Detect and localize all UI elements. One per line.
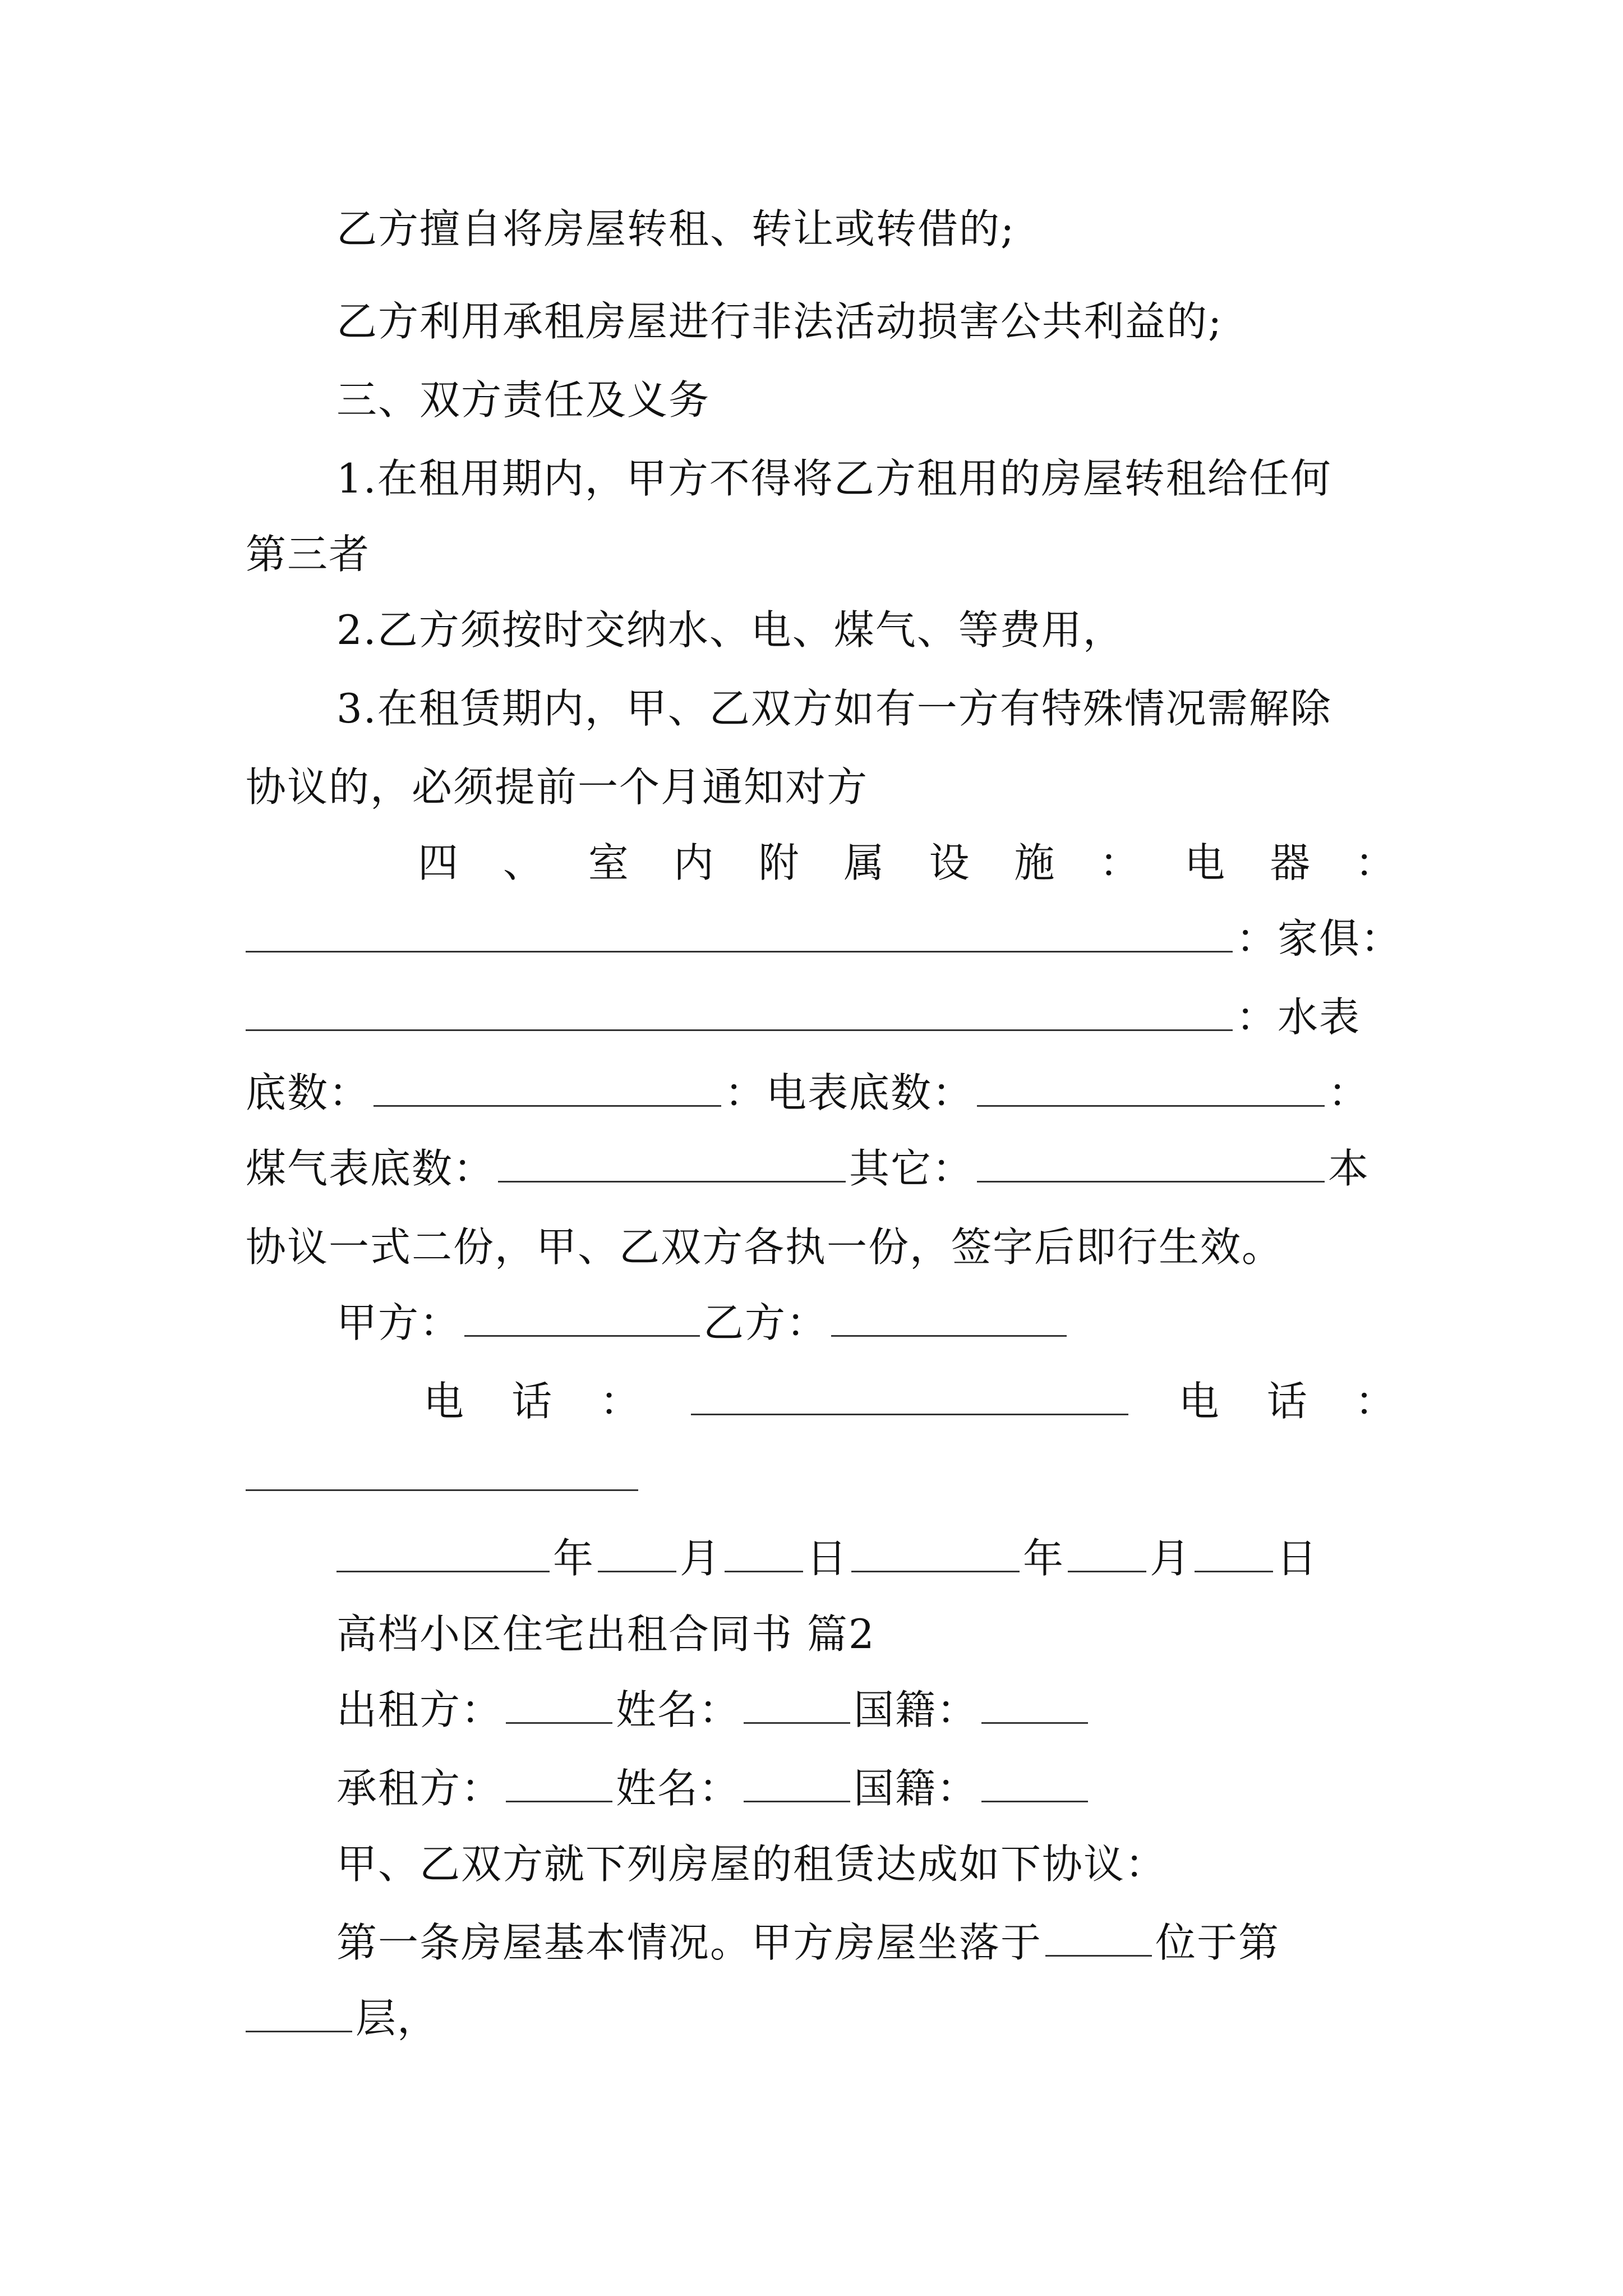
text-segment: 位于第 (1155, 1919, 1280, 1966)
text-line: 协议的，必须提前一个月通知对方 (246, 763, 869, 811)
blank-field (981, 1766, 1088, 1802)
date-line (336, 1531, 1390, 1585)
blank-field (1195, 1536, 1273, 1572)
justified-char: 话 (1266, 1378, 1308, 1425)
text-segment: 承租方： (336, 1765, 503, 1812)
party-line (336, 1683, 1390, 1737)
justified-char: 电 (423, 1378, 465, 1425)
blank-field (246, 1455, 638, 1491)
phone-line (423, 1374, 1396, 1428)
text-segment: 乙方： (703, 1299, 828, 1346)
date-year: 年 (553, 1535, 595, 1582)
section-heading: 三、双方责任及义务 (336, 376, 711, 424)
blank-field (336, 1536, 550, 1572)
text-line: 3.在租赁期内，甲、乙双方如有一方有特殊情况需解除 (336, 685, 1332, 732)
justified-char: 设 (929, 839, 971, 886)
blank-field (977, 1146, 1325, 1182)
date-month: 月 (1150, 1535, 1192, 1582)
blank-field (506, 1766, 612, 1802)
justified-char: ： (1099, 839, 1141, 886)
date-day: 日 (806, 1535, 849, 1582)
text-line: 2.乙方须按时交纳水、电、煤气、等费用， (336, 606, 1124, 654)
text-segment: 本 (1328, 1145, 1370, 1192)
blank-field (598, 1536, 676, 1572)
justified-char: ： (1354, 1378, 1396, 1425)
text-segment: 底数： (246, 1069, 371, 1116)
date-year: 年 (1023, 1535, 1065, 1582)
blank-field (744, 1687, 850, 1724)
text-segment: 姓名： (616, 1765, 741, 1812)
text-segment: 姓名： (616, 1686, 741, 1733)
justified-char: ： (600, 1378, 642, 1425)
justified-char: 话 (511, 1378, 554, 1425)
text-line: 乙方擅自将房屋转租、转让或转借的; (336, 205, 1016, 252)
justified-heading-line (418, 836, 1396, 890)
fill-line (246, 912, 1403, 965)
date-month: 月 (680, 1535, 722, 1582)
blank-field (374, 1070, 721, 1107)
date-day: 日 (1276, 1535, 1318, 1582)
fill-line (246, 1066, 1390, 1120)
justified-char: 施 (1014, 839, 1056, 886)
blank-field (851, 1536, 1020, 1572)
text-line: 协议一式二份，甲、乙双方各执一份，签字后即行生效。 (246, 1223, 1284, 1271)
blank-field (246, 1996, 352, 2032)
text-line: 1.在租用期内，甲方不得将乙方租用的房屋转租给任何 (336, 455, 1332, 502)
text-segment: 国籍： (854, 1686, 979, 1733)
text-line: 甲、乙双方就下列房屋的租赁达成如下协议： (336, 1841, 1167, 1888)
text-segment: ：水表 (1236, 993, 1361, 1041)
blank-field (981, 1687, 1088, 1724)
justified-char: 内 (673, 839, 715, 886)
section-title: 高档小区住宅出租合同书 篇2 (336, 1611, 875, 1658)
text-segment: 煤气表底数： (246, 1145, 495, 1192)
blank-field (246, 995, 1233, 1031)
text-line: 乙方利用承租房屋进行非法活动损害公共利益的; (336, 298, 1223, 345)
justified-char: 器 (1270, 839, 1312, 886)
justified-char: 电 (1184, 839, 1227, 886)
justified-char: ： (1354, 839, 1396, 886)
justified-char: 、 (502, 839, 545, 886)
phone-line-inner (423, 1374, 1396, 1428)
justified-char: 室 (588, 839, 630, 886)
text-segment: 出租方： (336, 1686, 503, 1733)
text-segment: 国籍： (854, 1765, 979, 1812)
party-line (336, 1761, 1390, 1815)
fill-line (246, 990, 1390, 1044)
blank-field (464, 1300, 700, 1337)
text-segment: ： (1328, 1069, 1370, 1116)
blank-field (977, 1070, 1325, 1107)
blank-field (246, 916, 1233, 953)
justified-char: 属 (843, 839, 886, 886)
text-segment: 其它： (849, 1145, 974, 1192)
blank-field (1068, 1536, 1146, 1572)
text-line: 第三者 (246, 531, 371, 578)
blank-field (691, 1379, 1128, 1415)
justified-char: 电 (1178, 1378, 1220, 1425)
fill-line (246, 1142, 1390, 1195)
text-segment: ：家俱： (1236, 915, 1403, 962)
blank-field (831, 1300, 1067, 1337)
text-segment: 甲方： (336, 1299, 462, 1346)
justified-char: 附 (758, 839, 800, 886)
justified-char: 四 (418, 839, 460, 886)
blank-field (1045, 1920, 1152, 1957)
signature-line (336, 1296, 1390, 1350)
text-segment: 第一条房屋基本情况。甲方房屋坐落于 (336, 1919, 1043, 1966)
fill-line (246, 1991, 1390, 2045)
fill-line (246, 1450, 1390, 1504)
blank-field (744, 1766, 850, 1802)
blank-field (506, 1687, 612, 1724)
text-segment: 层， (356, 1995, 439, 2042)
blank-field (498, 1146, 846, 1182)
fill-line (336, 1916, 1390, 1970)
blank-field (725, 1536, 803, 1572)
text-segment: ：电表底数： (725, 1069, 974, 1116)
